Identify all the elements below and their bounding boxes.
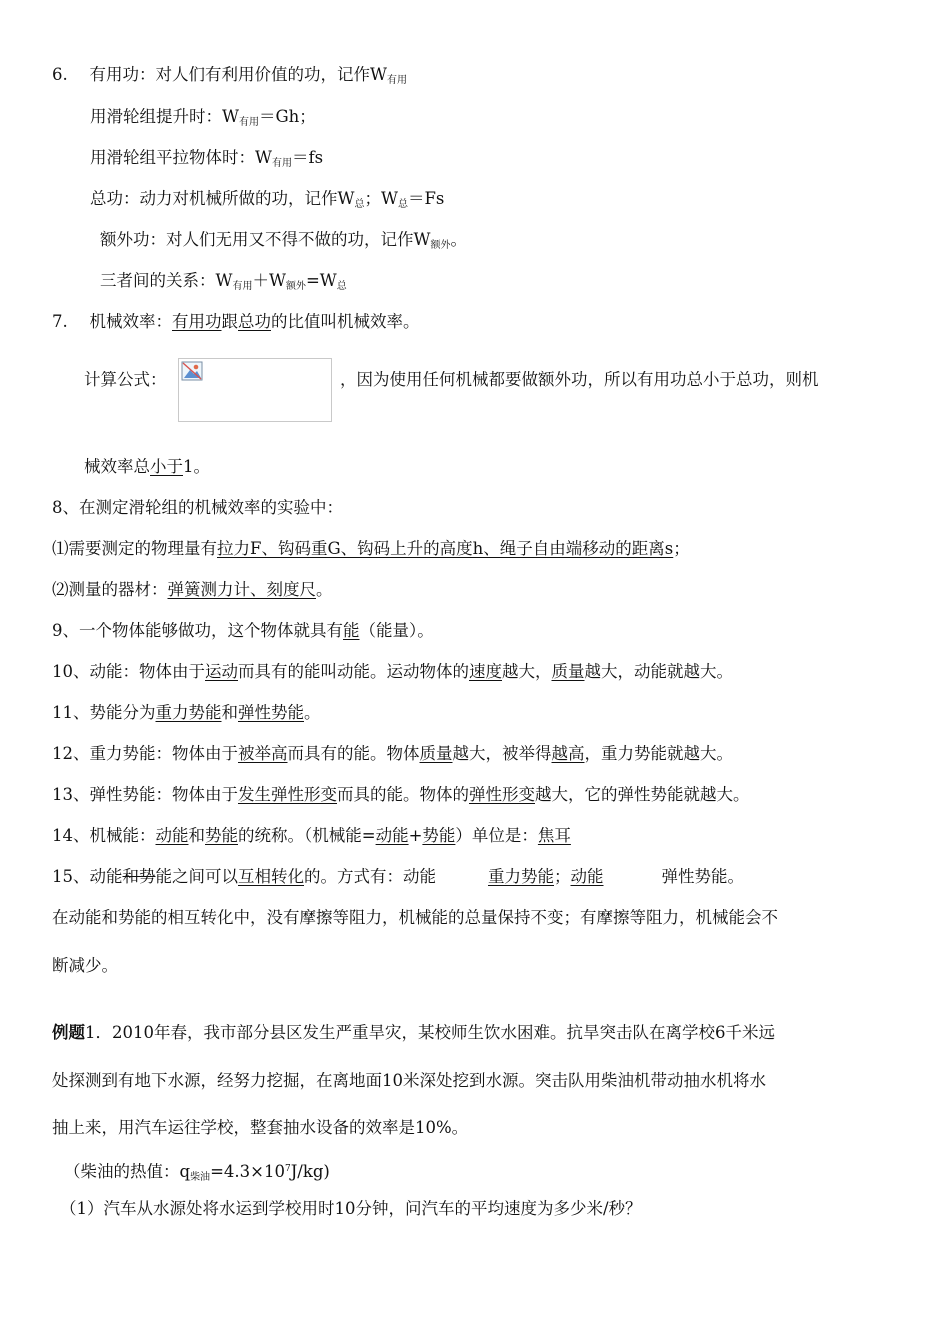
item-10-kinetic-energy: 10、动能：物体由于运动而具有的能叫动能。运动物体的速度越大，质量越大，动能就越大。 — [52, 662, 733, 681]
example-1-line-2: 处探测到有地下水源，经努力挖掘，在离地面10米深处挖到水源。突击队用柴油机带动抽水机将水 — [52, 1071, 766, 1090]
formula-label: 计算公式： — [84, 370, 167, 389]
item-9-energy: 9、一个物体能够做功，这个物体就具有能（能量）。 — [52, 621, 434, 640]
example-1-line-1: 例题1．2010年春，我市部分县区发生严重旱灾，某校师生饮水困难。抗旱突击队在离学校6千米远 — [52, 1023, 775, 1042]
item-8-quantities: ⑴需要测定的物理量有拉力F、钩码重G、钩码上升的高度h、绳子自由端移动的距离s； — [52, 539, 690, 558]
paragraph-conservation-1: 在动能和势能的相互转化中，没有摩擦等阻力，机械能的总量保持不变；有摩擦等阻力，机械能会不 — [52, 908, 778, 927]
item-8-instruments: ⑵测量的器材：弹簧测力计、刻度尺。 — [52, 580, 333, 599]
item-13-elastic: 13、弹性势能：物体由于发生弹性形变而具的能。物体的弹性形变越大，它的弹性势能就越大。 — [52, 785, 750, 804]
useful-work-lift: 用滑轮组提升时：$W_{有用}=Gh$； — [90, 107, 316, 128]
efficiency-less-than-one: 械效率总小于1。 — [84, 457, 210, 476]
item-14-mechanical: 14、机械能：动能和势能的统称。（机械能=动能+势能）单位是：焦耳 — [52, 826, 571, 845]
work-relation: 三者间的关系：$W_{有用}+W_{额外}=W_总$ — [100, 271, 347, 292]
item-7-efficiency: 7. 机械效率：有用功跟总功的比值叫机械效率。 — [52, 312, 420, 331]
question-1: （1）汽车从水源处将水运到学校用时10分钟，问汽车的平均速度为多少米/秒？ — [60, 1199, 642, 1218]
broken-image-icon — [181, 361, 203, 381]
useful-work-pull: 用滑轮组平拉物体时：$W_{有用}=fs$ — [90, 148, 324, 169]
total-work: 总功：动力对机械所做的功，记作$W_总$；$W_总=Fs$ — [90, 189, 445, 210]
item-15-conversion: 15、动能和势能之间可以互相转化的。方式有：动能 重力势能；动能 弹性势能。 — [52, 867, 744, 886]
paragraph-conservation-2: 断减少。 — [52, 956, 118, 975]
item-8-experiment: 8、在测定滑轮组的机械效率的实验中： — [52, 498, 343, 517]
item-12-gravitational: 12、重力势能：物体由于被举高而具有的能。物体质量越大，被举得越高，重力势能就越大。 — [52, 744, 733, 763]
diesel-heat-value: （柴油的热值：$q_{柴油}=4.3\times 10^7J/kg$) — [64, 1162, 330, 1183]
formula-explanation: ，因为使用任何机械都要做额外功，所以有用功总小于总功，则机 — [340, 370, 819, 389]
example-1-line-3: 抽上来，用汽车运往学校，整套抽水设备的效率是10%。 — [52, 1118, 469, 1137]
item-6-useful-work: 6. 有用功：对人们有利用价值的功，记作$W_{有用}$ — [52, 65, 407, 86]
item-11-potential-energy: 11、势能分为重力势能和弹性势能。 — [52, 703, 321, 722]
extra-work: 额外功：对人们无用又不得不做的功，记作$W_{额外}$。 — [100, 230, 467, 251]
formula-image — [178, 358, 332, 422]
